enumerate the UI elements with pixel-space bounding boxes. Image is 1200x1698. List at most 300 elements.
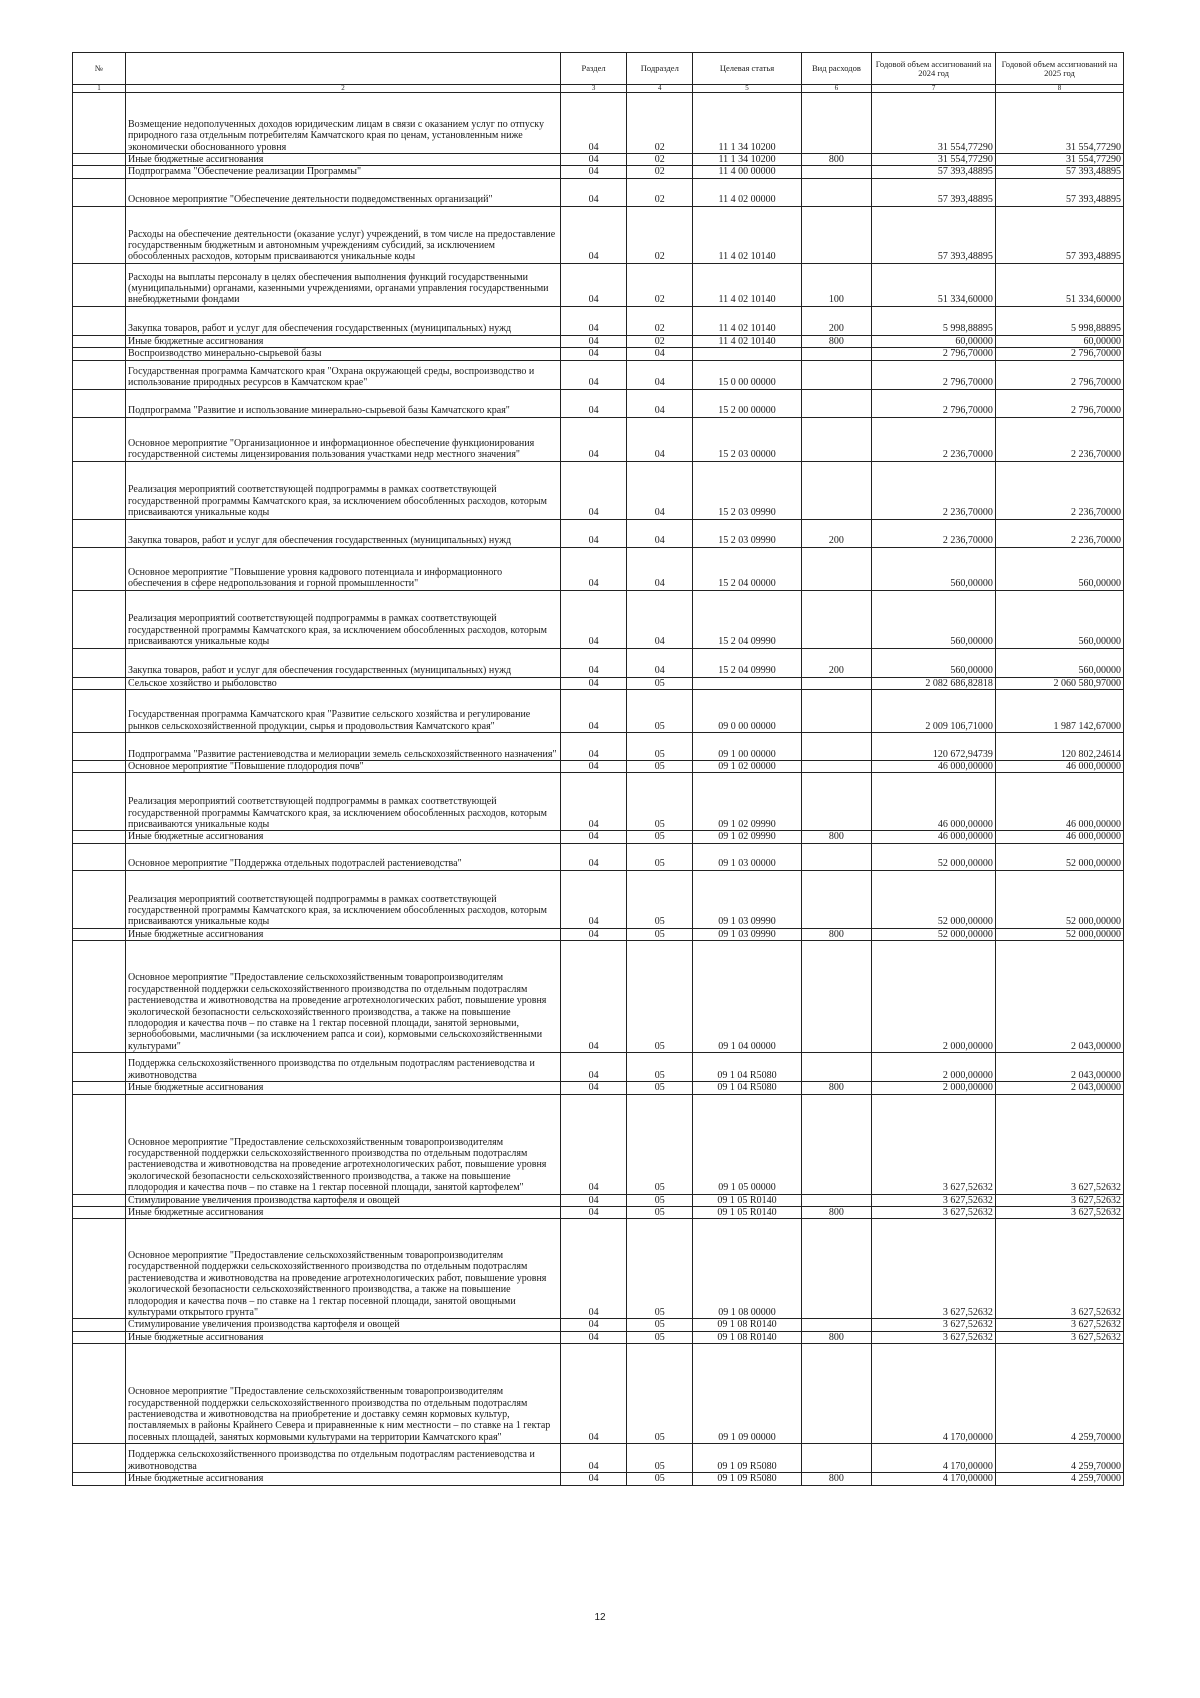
- expense-name-cell: Основное мероприятие "Обеспечение деятельности подведомственных организаций": [125, 178, 560, 206]
- table-row: [73, 389, 1124, 417]
- volume-2024-cell: 3 627,52632: [872, 1219, 996, 1319]
- section-cell: 04: [560, 1207, 626, 1219]
- expense-type-cell: [801, 1219, 872, 1319]
- target-article-cell: 09 1 04 R5080: [693, 1053, 801, 1082]
- subsection-cell: 02: [627, 154, 693, 166]
- row-number-cell: [73, 1344, 126, 1444]
- expense-type-cell: [801, 773, 872, 831]
- expense-type-cell: [801, 93, 872, 154]
- target-article-cell: 09 1 04 00000: [693, 941, 801, 1053]
- volume-2024-cell: 2 796,70000: [872, 389, 996, 417]
- table-row: [73, 733, 1124, 761]
- row-number-cell: [73, 178, 126, 206]
- expense-type-cell: [801, 1444, 872, 1473]
- section-cell: 04: [560, 1344, 626, 1444]
- target-article-cell: 11 4 02 10140: [693, 206, 801, 263]
- subsection-cell: 05: [627, 1219, 693, 1319]
- table-row: [73, 206, 1124, 263]
- expense-type-cell: 200: [801, 648, 872, 677]
- target-article-cell: 11 4 02 10140: [693, 306, 801, 335]
- table-header: [73, 53, 1124, 93]
- subsection-cell: 04: [627, 648, 693, 677]
- page-number: 12: [594, 1612, 606, 1623]
- expense-type-cell: [801, 1094, 872, 1194]
- table-row: [73, 1207, 1124, 1219]
- volume-2024-cell: 4 170,00000: [872, 1344, 996, 1444]
- target-article-cell: 09 1 09 R5080: [693, 1473, 801, 1485]
- row-number-cell: [73, 773, 126, 831]
- column-number: 3: [560, 85, 626, 93]
- volume-2025-cell: 57 393,48895: [995, 178, 1123, 206]
- expense-name-cell: Воспроизводство минерально-сырьевой базы: [125, 348, 560, 360]
- volume-2025-cell: 3 627,52632: [995, 1207, 1123, 1219]
- header-subsection: Подраздел: [627, 53, 693, 85]
- expense-name-cell: Основное мероприятие "Организационное и информационное обеспечение функционирования государственной системы лицензирования пользования участками недр местного значения": [125, 417, 560, 461]
- row-number-cell: [73, 166, 126, 178]
- target-article-cell: 09 1 09 R5080: [693, 1444, 801, 1473]
- row-number-cell: [73, 1053, 126, 1082]
- subsection-cell: 02: [627, 206, 693, 263]
- subsection-cell: 05: [627, 1053, 693, 1082]
- table-row: [73, 417, 1124, 461]
- subsection-cell: 02: [627, 178, 693, 206]
- target-article-cell: 09 1 02 09990: [693, 773, 801, 831]
- expense-name-cell: Закупка товаров, работ и услуг для обеспечения государственных (муниципальных) нужд: [125, 648, 560, 677]
- volume-2024-cell: 46 000,00000: [872, 773, 996, 831]
- subsection-cell: 04: [627, 461, 693, 519]
- section-cell: 04: [560, 1331, 626, 1343]
- row-number-cell: [73, 547, 126, 590]
- section-cell: 04: [560, 928, 626, 940]
- expense-type-cell: [801, 178, 872, 206]
- target-article-cell: 09 1 03 09990: [693, 870, 801, 928]
- expense-name-cell: Стимулирование увеличения производства картофеля и овощей: [125, 1319, 560, 1331]
- volume-2024-cell: 31 554,77290: [872, 154, 996, 166]
- row-number-cell: [73, 1194, 126, 1206]
- volume-2025-cell: 52 000,00000: [995, 870, 1123, 928]
- target-article-cell: 09 1 05 R0140: [693, 1207, 801, 1219]
- volume-2025-cell: 3 627,52632: [995, 1319, 1123, 1331]
- volume-2025-cell: 1 987 142,67000: [995, 690, 1123, 733]
- volume-2024-cell: 31 554,77290: [872, 93, 996, 154]
- row-number-cell: [73, 389, 126, 417]
- table-row: [73, 1053, 1124, 1082]
- expense-type-cell: 800: [801, 1331, 872, 1343]
- target-article-cell: 11 1 34 10200: [693, 154, 801, 166]
- table-row: [73, 831, 1124, 843]
- volume-2024-cell: 51 334,60000: [872, 263, 996, 306]
- row-number-cell: [73, 690, 126, 733]
- table-row: [73, 677, 1124, 689]
- subsection-cell: 05: [627, 870, 693, 928]
- row-number-cell: [73, 761, 126, 773]
- volume-2025-cell: 3 627,52632: [995, 1194, 1123, 1206]
- target-article-cell: [693, 677, 801, 689]
- row-number-cell: [73, 335, 126, 347]
- section-cell: 04: [560, 178, 626, 206]
- row-number-cell: [73, 590, 126, 648]
- volume-2024-cell: 2 796,70000: [872, 348, 996, 360]
- subsection-cell: 05: [627, 1094, 693, 1194]
- expense-name-cell: Сельское хозяйство и рыболовство: [125, 677, 560, 689]
- volume-2025-cell: 2 043,00000: [995, 941, 1123, 1053]
- table-row: [73, 360, 1124, 389]
- row-number-cell: [73, 928, 126, 940]
- section-cell: 04: [560, 1319, 626, 1331]
- volume-2025-cell: 46 000,00000: [995, 773, 1123, 831]
- target-article-cell: 09 1 05 R0140: [693, 1194, 801, 1206]
- volume-2024-cell: 52 000,00000: [872, 928, 996, 940]
- expense-type-cell: [801, 547, 872, 590]
- row-number-cell: [73, 677, 126, 689]
- section-cell: 04: [560, 263, 626, 306]
- table-row: [73, 1344, 1124, 1444]
- expense-name-cell: Иные бюджетные ассигнования: [125, 1082, 560, 1094]
- row-number-cell: [73, 870, 126, 928]
- expense-name-cell: Расходы на выплаты персоналу в целях обеспечения выполнения функций государственными (муниципальными) органами, казенными учреждениями, органами управления государственными внебюджетными фондами: [125, 263, 560, 306]
- volume-2025-cell: 31 554,77290: [995, 93, 1123, 154]
- row-number-cell: [73, 348, 126, 360]
- volume-2024-cell: 57 393,48895: [872, 178, 996, 206]
- table-row: [73, 1082, 1124, 1094]
- section-cell: 04: [560, 733, 626, 761]
- volume-2025-cell: 4 259,70000: [995, 1344, 1123, 1444]
- table-row: [73, 648, 1124, 677]
- row-number-cell: [73, 1219, 126, 1319]
- subsection-cell: 05: [627, 1344, 693, 1444]
- expense-name-cell: Подпрограмма "Развитие растениеводства и мелиорации земель сельскохозяйственного назначения": [125, 733, 560, 761]
- volume-2025-cell: 2 796,70000: [995, 360, 1123, 389]
- expense-type-cell: 800: [801, 1473, 872, 1485]
- section-cell: 04: [560, 166, 626, 178]
- section-cell: 04: [560, 306, 626, 335]
- volume-2024-cell: 3 627,52632: [872, 1094, 996, 1194]
- volume-2025-cell: 3 627,52632: [995, 1331, 1123, 1343]
- expense-type-cell: [801, 206, 872, 263]
- volume-2024-cell: 2 236,70000: [872, 461, 996, 519]
- expense-type-cell: [801, 461, 872, 519]
- volume-2024-cell: 57 393,48895: [872, 166, 996, 178]
- expense-name-cell: Государственная программа Камчатского края "Развитие сельского хозяйства и регулирование рынков сельскохозяйственной продукции, сырья и продовольствия Камчатского края": [125, 690, 560, 733]
- row-number-cell: [73, 206, 126, 263]
- subsection-cell: 02: [627, 306, 693, 335]
- expense-name-cell: Иные бюджетные ассигнования: [125, 154, 560, 166]
- expense-type-cell: [801, 1319, 872, 1331]
- subsection-cell: 05: [627, 843, 693, 870]
- expense-type-cell: [801, 417, 872, 461]
- section-cell: 04: [560, 1473, 626, 1485]
- volume-2025-cell: 57 393,48895: [995, 166, 1123, 178]
- volume-2024-cell: 120 672,94739: [872, 733, 996, 761]
- table-row: [73, 461, 1124, 519]
- row-number-cell: [73, 941, 126, 1053]
- expense-type-cell: [801, 761, 872, 773]
- expense-name-cell: Расходы на обеспечение деятельности (оказание услуг) учреждений, в том числе на предоставление государственным бюджетным и автономным учреждениям субсидий, за исключением обособленных расходов, которым присваиваются уникальные коды: [125, 206, 560, 263]
- subsection-cell: 05: [627, 1319, 693, 1331]
- table-row: [73, 154, 1124, 166]
- section-cell: 04: [560, 590, 626, 648]
- volume-2025-cell: 2 060 580,97000: [995, 677, 1123, 689]
- table-row: [73, 306, 1124, 335]
- target-article-cell: 09 1 02 09990: [693, 831, 801, 843]
- column-number: 4: [627, 85, 693, 93]
- table-row: [73, 1331, 1124, 1343]
- target-article-cell: 15 0 00 00000: [693, 360, 801, 389]
- header-name: [125, 53, 560, 85]
- expense-name-cell: Реализация мероприятий соответствующей подпрограммы в рамках соответствующей государственной программы Камчатского края, за исключением обособленных расходов, которым присваиваются уникальные коды: [125, 870, 560, 928]
- volume-2025-cell: 57 393,48895: [995, 206, 1123, 263]
- expense-name-cell: Основное мероприятие "Повышение плодородия почв": [125, 761, 560, 773]
- expense-type-cell: [801, 941, 872, 1053]
- volume-2024-cell: 3 627,52632: [872, 1331, 996, 1343]
- subsection-cell: 05: [627, 677, 693, 689]
- subsection-cell: 04: [627, 348, 693, 360]
- column-number: 2: [125, 85, 560, 93]
- header-row: [73, 53, 1124, 85]
- volume-2025-cell: 2 796,70000: [995, 348, 1123, 360]
- section-cell: 04: [560, 335, 626, 347]
- expense-name-cell: Иные бюджетные ассигнования: [125, 831, 560, 843]
- section-cell: 04: [560, 206, 626, 263]
- target-article-cell: 09 1 08 R0140: [693, 1331, 801, 1343]
- volume-2025-cell: 52 000,00000: [995, 843, 1123, 870]
- expense-name-cell: Иные бюджетные ассигнования: [125, 1207, 560, 1219]
- section-cell: 04: [560, 547, 626, 590]
- expense-name-cell: Основное мероприятие "Повышение уровня кадрового потенциала и информационного обеспечения в сфере недропользования и горной промышленности": [125, 547, 560, 590]
- row-number-cell: [73, 1207, 126, 1219]
- volume-2024-cell: 2 000,00000: [872, 941, 996, 1053]
- volume-2025-cell: 2 236,70000: [995, 417, 1123, 461]
- table-row: [73, 166, 1124, 178]
- budget-sheet: [72, 52, 1124, 1486]
- expense-name-cell: Основное мероприятие "Предоставление сельскохозяйственным товаропроизводителям государственной поддержки сельскохозяйственного производства по отдельным подотраслям растениеводства и животноводства на приобретение и доставку семян кормовых культур, поставляемых в районы Крайнего Севера и приравненные к ним местности – по ставке на 1 гектар посевных площадей, занятых кормовыми культурами на территории Камчатского края": [125, 1344, 560, 1444]
- volume-2025-cell: 51 334,60000: [995, 263, 1123, 306]
- volume-2025-cell: 2 236,70000: [995, 519, 1123, 547]
- section-cell: 04: [560, 1194, 626, 1206]
- volume-2025-cell: 60,00000: [995, 335, 1123, 347]
- column-number: 1: [73, 85, 126, 93]
- section-cell: 04: [560, 773, 626, 831]
- subsection-cell: 04: [627, 590, 693, 648]
- volume-2024-cell: 4 170,00000: [872, 1444, 996, 1473]
- volume-2025-cell: 2 796,70000: [995, 389, 1123, 417]
- table-row: [73, 773, 1124, 831]
- target-article-cell: 15 2 00 00000: [693, 389, 801, 417]
- section-cell: 04: [560, 1444, 626, 1473]
- expense-type-cell: [801, 1344, 872, 1444]
- column-number: 8: [995, 85, 1123, 93]
- volume-2024-cell: 560,00000: [872, 590, 996, 648]
- section-cell: 04: [560, 93, 626, 154]
- expense-type-cell: 100: [801, 263, 872, 306]
- row-number-cell: [73, 519, 126, 547]
- target-article-cell: 09 1 04 R5080: [693, 1082, 801, 1094]
- volume-2024-cell: 60,00000: [872, 335, 996, 347]
- table-row: [73, 843, 1124, 870]
- table-row: [73, 178, 1124, 206]
- subsection-cell: 02: [627, 263, 693, 306]
- volume-2025-cell: 5 998,88895: [995, 306, 1123, 335]
- table-row: [73, 93, 1124, 154]
- row-number-cell: [73, 461, 126, 519]
- expense-type-cell: 800: [801, 928, 872, 940]
- subsection-cell: 05: [627, 690, 693, 733]
- volume-2025-cell: 560,00000: [995, 648, 1123, 677]
- table-row: [73, 547, 1124, 590]
- target-article-cell: 09 1 09 00000: [693, 1344, 801, 1444]
- expense-name-cell: Закупка товаров, работ и услуг для обеспечения государственных (муниципальных) нужд: [125, 306, 560, 335]
- section-cell: 04: [560, 1053, 626, 1082]
- volume-2025-cell: 2 043,00000: [995, 1082, 1123, 1094]
- target-article-cell: 15 2 04 00000: [693, 547, 801, 590]
- expense-name-cell: Возмещение недополученных доходов юридическим лицам в связи с оказанием услуг по отпуску природного газа отдельным потребителям Камчатского края по ценам, установленным ниже экономически обоснованного уровня: [125, 93, 560, 154]
- expense-type-cell: 800: [801, 831, 872, 843]
- subsection-cell: 05: [627, 1207, 693, 1219]
- row-number-cell: [73, 1082, 126, 1094]
- target-article-cell: 09 1 08 00000: [693, 1219, 801, 1319]
- subsection-cell: 04: [627, 389, 693, 417]
- table-row: [73, 1219, 1124, 1319]
- target-article-cell: 15 2 03 09990: [693, 461, 801, 519]
- expense-name-cell: Реализация мероприятий соответствующей подпрограммы в рамках соответствующей государственной программы Камчатского края, за исключением обособленных расходов, которым присваиваются уникальные коды: [125, 461, 560, 519]
- table-row: [73, 335, 1124, 347]
- budget-table: [72, 52, 1124, 1486]
- table-row: [73, 1194, 1124, 1206]
- expense-name-cell: Иные бюджетные ассигнования: [125, 335, 560, 347]
- expense-name-cell: Поддержка сельскохозяйственного производства по отдельным подотраслям растениеводства и животноводства: [125, 1053, 560, 1082]
- table-row: [73, 928, 1124, 940]
- subsection-cell: 05: [627, 928, 693, 940]
- expense-type-cell: [801, 360, 872, 389]
- header-numbers-row: [73, 85, 1124, 93]
- subsection-cell: 02: [627, 93, 693, 154]
- table-row: [73, 941, 1124, 1053]
- section-cell: 04: [560, 677, 626, 689]
- row-number-cell: [73, 648, 126, 677]
- table-row: [73, 590, 1124, 648]
- section-cell: 04: [560, 461, 626, 519]
- column-number: 5: [693, 85, 801, 93]
- expense-type-cell: [801, 690, 872, 733]
- expense-name-cell: Иные бюджетные ассигнования: [125, 1331, 560, 1343]
- volume-2024-cell: 4 170,00000: [872, 1473, 996, 1485]
- target-article-cell: 11 1 34 10200: [693, 93, 801, 154]
- expense-type-cell: [801, 348, 872, 360]
- header-volume-2025: Годовой объем ассигнований на 2025 год: [995, 53, 1123, 85]
- expense-type-cell: 800: [801, 1207, 872, 1219]
- header-number: №: [73, 53, 126, 85]
- expense-name-cell: Государственная программа Камчатского края "Охрана окружающей среды, воспроизводство и использование природных ресурсов в Камчатском крае": [125, 360, 560, 389]
- section-cell: 04: [560, 870, 626, 928]
- expense-name-cell: Основное мероприятие "Предоставление сельскохозяйственным товаропроизводителям государственной поддержки сельскохозяйственного производства по отдельным подотраслям растениеводства и животноводства на проведение агротехнологических работ, повышение уровня экологической безопасности сельскохозяйственного производства, а также на повышение плодородия и качества почв – по ставке на 1 гектар посевной площади, занятой зерновыми, зернобобовыми, масличными (за исключением рапса и сои), кормовыми сельскохозяйственными культурами": [125, 941, 560, 1053]
- section-cell: 04: [560, 1094, 626, 1194]
- volume-2024-cell: 2 082 686,82818: [872, 677, 996, 689]
- table-row: [73, 519, 1124, 547]
- expense-type-cell: [801, 843, 872, 870]
- header-expense-type: Вид расходов: [801, 53, 872, 85]
- header-volume-2024: Годовой объем ассигнований на 2024 год: [872, 53, 996, 85]
- column-number: 7: [872, 85, 996, 93]
- expense-type-cell: [801, 733, 872, 761]
- volume-2024-cell: 560,00000: [872, 648, 996, 677]
- table-body: [73, 93, 1124, 1486]
- section-cell: 04: [560, 1082, 626, 1094]
- subsection-cell: 05: [627, 1444, 693, 1473]
- table-row: [73, 690, 1124, 733]
- expense-type-cell: 800: [801, 154, 872, 166]
- target-article-cell: 09 1 05 00000: [693, 1094, 801, 1194]
- subsection-cell: 05: [627, 773, 693, 831]
- table-row: [73, 1094, 1124, 1194]
- volume-2024-cell: 560,00000: [872, 547, 996, 590]
- volume-2025-cell: 4 259,70000: [995, 1473, 1123, 1485]
- row-number-cell: [73, 843, 126, 870]
- target-article-cell: 09 1 03 09990: [693, 928, 801, 940]
- row-number-cell: [73, 306, 126, 335]
- expense-name-cell: Реализация мероприятий соответствующей подпрограммы в рамках соответствующей государственной программы Камчатского края, за исключением обособленных расходов, которым присваиваются уникальные коды: [125, 590, 560, 648]
- subsection-cell: 02: [627, 166, 693, 178]
- row-number-cell: [73, 93, 126, 154]
- subsection-cell: 05: [627, 1331, 693, 1343]
- expense-name-cell: Основное мероприятие "Предоставление сельскохозяйственным товаропроизводителям государственной поддержки сельскохозяйственного производства по отдельным подотраслям растениеводства и животноводства на проведение агротехнологических работ, повышение уровня экологической безопасности сельскохозяйственного производства, а также на повышение плодородия и качества почв – по ставке на 1 гектар посевной площади, занятой картофелем": [125, 1094, 560, 1194]
- expense-type-cell: 800: [801, 1082, 872, 1094]
- expense-name-cell: Иные бюджетные ассигнования: [125, 928, 560, 940]
- target-article-cell: 09 1 02 00000: [693, 761, 801, 773]
- volume-2024-cell: 2 236,70000: [872, 519, 996, 547]
- section-cell: 04: [560, 690, 626, 733]
- volume-2025-cell: 2 236,70000: [995, 461, 1123, 519]
- expense-type-cell: 200: [801, 519, 872, 547]
- row-number-cell: [73, 360, 126, 389]
- table-row: [73, 870, 1124, 928]
- volume-2025-cell: 31 554,77290: [995, 154, 1123, 166]
- volume-2025-cell: 4 259,70000: [995, 1444, 1123, 1473]
- table-row: [73, 1473, 1124, 1485]
- subsection-cell: 04: [627, 417, 693, 461]
- expense-type-cell: [801, 389, 872, 417]
- expense-type-cell: 800: [801, 335, 872, 347]
- expense-name-cell: Основное мероприятие "Поддержка отдельных подотраслей растениеводства": [125, 843, 560, 870]
- volume-2025-cell: 3 627,52632: [995, 1219, 1123, 1319]
- header-section: Раздел: [560, 53, 626, 85]
- expense-name-cell: Подпрограмма "Развитие и использование минерально-сырьевой базы Камчатского края": [125, 389, 560, 417]
- volume-2024-cell: 46 000,00000: [872, 831, 996, 843]
- column-number: 6: [801, 85, 872, 93]
- volume-2024-cell: 2 009 106,71000: [872, 690, 996, 733]
- target-article-cell: 09 1 03 00000: [693, 843, 801, 870]
- row-number-cell: [73, 1094, 126, 1194]
- volume-2024-cell: 3 627,52632: [872, 1207, 996, 1219]
- expense-name-cell: Реализация мероприятий соответствующей подпрограммы в рамках соответствующей государственной программы Камчатского края, за исключением обособленных расходов, которым присваиваются уникальные коды: [125, 773, 560, 831]
- volume-2025-cell: 46 000,00000: [995, 761, 1123, 773]
- subsection-cell: 05: [627, 761, 693, 773]
- expense-type-cell: [801, 1053, 872, 1082]
- target-article-cell: 15 2 04 09990: [693, 648, 801, 677]
- subsection-cell: 05: [627, 1194, 693, 1206]
- expense-name-cell: Стимулирование увеличения производства картофеля и овощей: [125, 1194, 560, 1206]
- section-cell: 04: [560, 761, 626, 773]
- volume-2025-cell: 560,00000: [995, 547, 1123, 590]
- volume-2024-cell: 2 796,70000: [872, 360, 996, 389]
- section-cell: 04: [560, 348, 626, 360]
- target-article-cell: 09 1 08 R0140: [693, 1319, 801, 1331]
- row-number-cell: [73, 1444, 126, 1473]
- volume-2024-cell: 57 393,48895: [872, 206, 996, 263]
- row-number-cell: [73, 417, 126, 461]
- volume-2025-cell: 46 000,00000: [995, 831, 1123, 843]
- section-cell: 04: [560, 843, 626, 870]
- volume-2024-cell: 52 000,00000: [872, 870, 996, 928]
